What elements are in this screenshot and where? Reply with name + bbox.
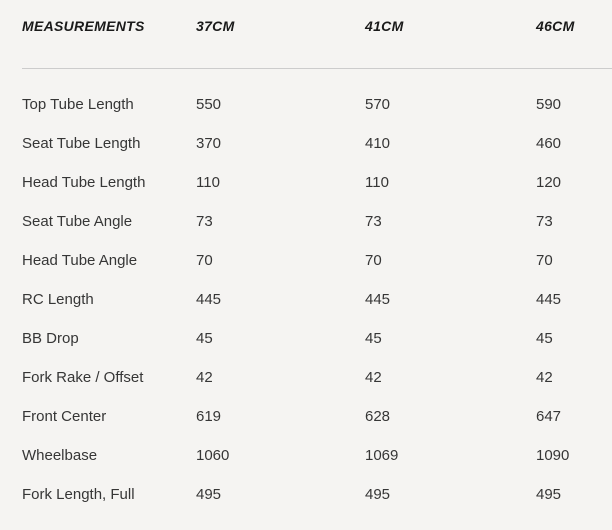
column-header-37cm: 37CM	[196, 18, 235, 34]
row-value: 42	[536, 369, 553, 386]
table-row	[22, 163, 612, 202]
row-label: RC Length	[22, 291, 94, 308]
row-value: 120	[536, 174, 562, 191]
table-row	[22, 124, 612, 163]
row-value: 445	[536, 291, 562, 308]
row-value: 70	[196, 252, 213, 269]
table-row	[22, 358, 612, 397]
row-value: 628	[365, 408, 391, 425]
row-value: 110	[196, 174, 220, 191]
table-body	[22, 85, 612, 514]
row-label: BB Drop	[22, 330, 79, 347]
table-row	[22, 202, 612, 241]
column-header-46cm: 46CM	[536, 18, 575, 34]
row-value: 619	[196, 408, 222, 425]
table-row	[22, 397, 612, 436]
row-value: 1069	[365, 447, 399, 464]
row-value: 410	[365, 135, 391, 152]
row-value: 1060	[196, 447, 230, 464]
table-row	[22, 280, 612, 319]
row-label: Wheelbase	[22, 447, 98, 464]
table-row	[22, 241, 612, 280]
row-value: 45	[365, 330, 382, 347]
row-value: 45	[196, 330, 213, 347]
row-value: 70	[365, 252, 382, 269]
row-value: 370	[196, 135, 222, 152]
row-value: 1090	[536, 447, 570, 464]
row-label: Top Tube Length	[22, 96, 134, 113]
row-value: 70	[536, 252, 553, 269]
header-divider	[22, 68, 612, 69]
table-row	[22, 475, 612, 514]
row-value: 495	[536, 486, 562, 503]
row-label: Seat Tube Angle	[22, 213, 133, 230]
row-value: 73	[196, 213, 213, 230]
column-header-measurements: MEASUREMENTS	[22, 18, 145, 34]
row-value: 42	[196, 369, 213, 386]
row-value: 445	[365, 291, 391, 308]
row-value: 460	[536, 135, 562, 152]
row-value: 42	[365, 369, 382, 386]
row-value: 495	[196, 486, 222, 503]
row-label: Fork Length, Full	[22, 486, 135, 503]
row-label: Seat Tube Length	[22, 135, 141, 152]
row-value: 445	[196, 291, 222, 308]
table-row	[22, 85, 612, 124]
row-label: Head Tube Angle	[22, 252, 138, 269]
row-value: 647	[536, 408, 562, 425]
column-header-41cm: 41CM	[365, 18, 404, 34]
row-value: 45	[536, 330, 553, 347]
table-row	[22, 319, 612, 358]
table-row	[22, 436, 612, 475]
row-label: Front Center	[22, 408, 107, 425]
row-value: 590	[536, 96, 562, 113]
row-label: Head Tube Length	[22, 174, 146, 191]
row-value: 110	[365, 174, 389, 191]
row-value: 570	[365, 96, 391, 113]
table-header-row	[22, 18, 612, 34]
row-value: 495	[365, 486, 391, 503]
row-value: 73	[365, 213, 382, 230]
row-value: 73	[536, 213, 553, 230]
row-value: 550	[196, 96, 222, 113]
row-label: Fork Rake / Offset	[22, 369, 144, 386]
